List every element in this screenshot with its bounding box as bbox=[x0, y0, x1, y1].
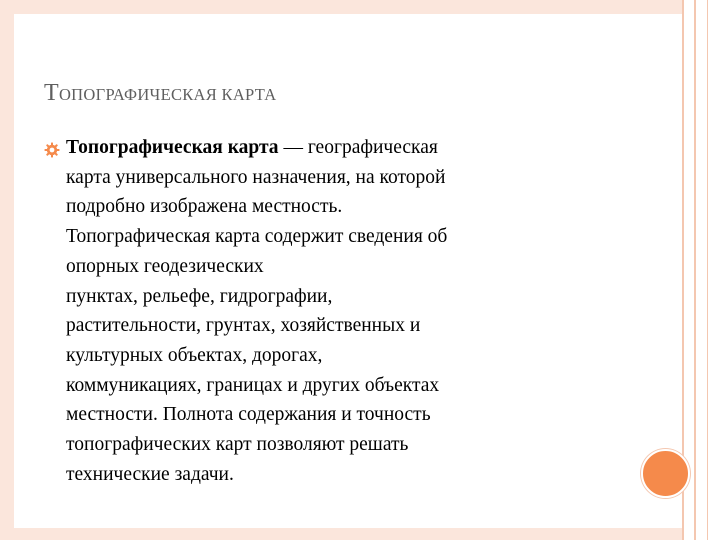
text-line: технические задачи. bbox=[66, 463, 234, 485]
text-line: карта универсального назначения, на которой bbox=[66, 166, 446, 188]
text-line: растительности, грунтах, хозяйственных и bbox=[66, 315, 421, 337]
frame-line bbox=[707, 0, 708, 540]
frame-bottom-border bbox=[0, 528, 720, 540]
term-bold: Топографическая карта bbox=[66, 137, 279, 158]
text-line: пунктах, рельефе, гидрографии, bbox=[66, 285, 333, 307]
text-line: опорных геодезических bbox=[66, 255, 264, 277]
bullet-text bbox=[66, 133, 626, 489]
frame-top-border bbox=[0, 0, 720, 14]
text-line: — географическая bbox=[278, 137, 438, 158]
frame-line bbox=[694, 0, 696, 540]
gear-bullet-icon bbox=[44, 142, 60, 158]
text-line: местности. Полнота содержания и точность bbox=[66, 404, 431, 426]
title-initial: Т bbox=[44, 80, 59, 106]
frame-right-border bbox=[682, 0, 720, 540]
text-line: культурных объектах, дорогах, bbox=[66, 344, 323, 366]
slide-title bbox=[44, 80, 276, 107]
orange-circle-decoration bbox=[641, 449, 690, 498]
text-line: топографических карт позволяют решать bbox=[66, 434, 409, 456]
text-line: подробно изображена местность. bbox=[66, 196, 343, 218]
text-line: коммуникациях, границах и других объектах bbox=[66, 374, 440, 396]
title-rest: ОПОГРАФИЧЕСКАЯ КАРТА bbox=[58, 85, 277, 104]
text-line: Топографическая карта содержит сведения об bbox=[66, 226, 448, 248]
frame-left-border bbox=[0, 0, 14, 540]
